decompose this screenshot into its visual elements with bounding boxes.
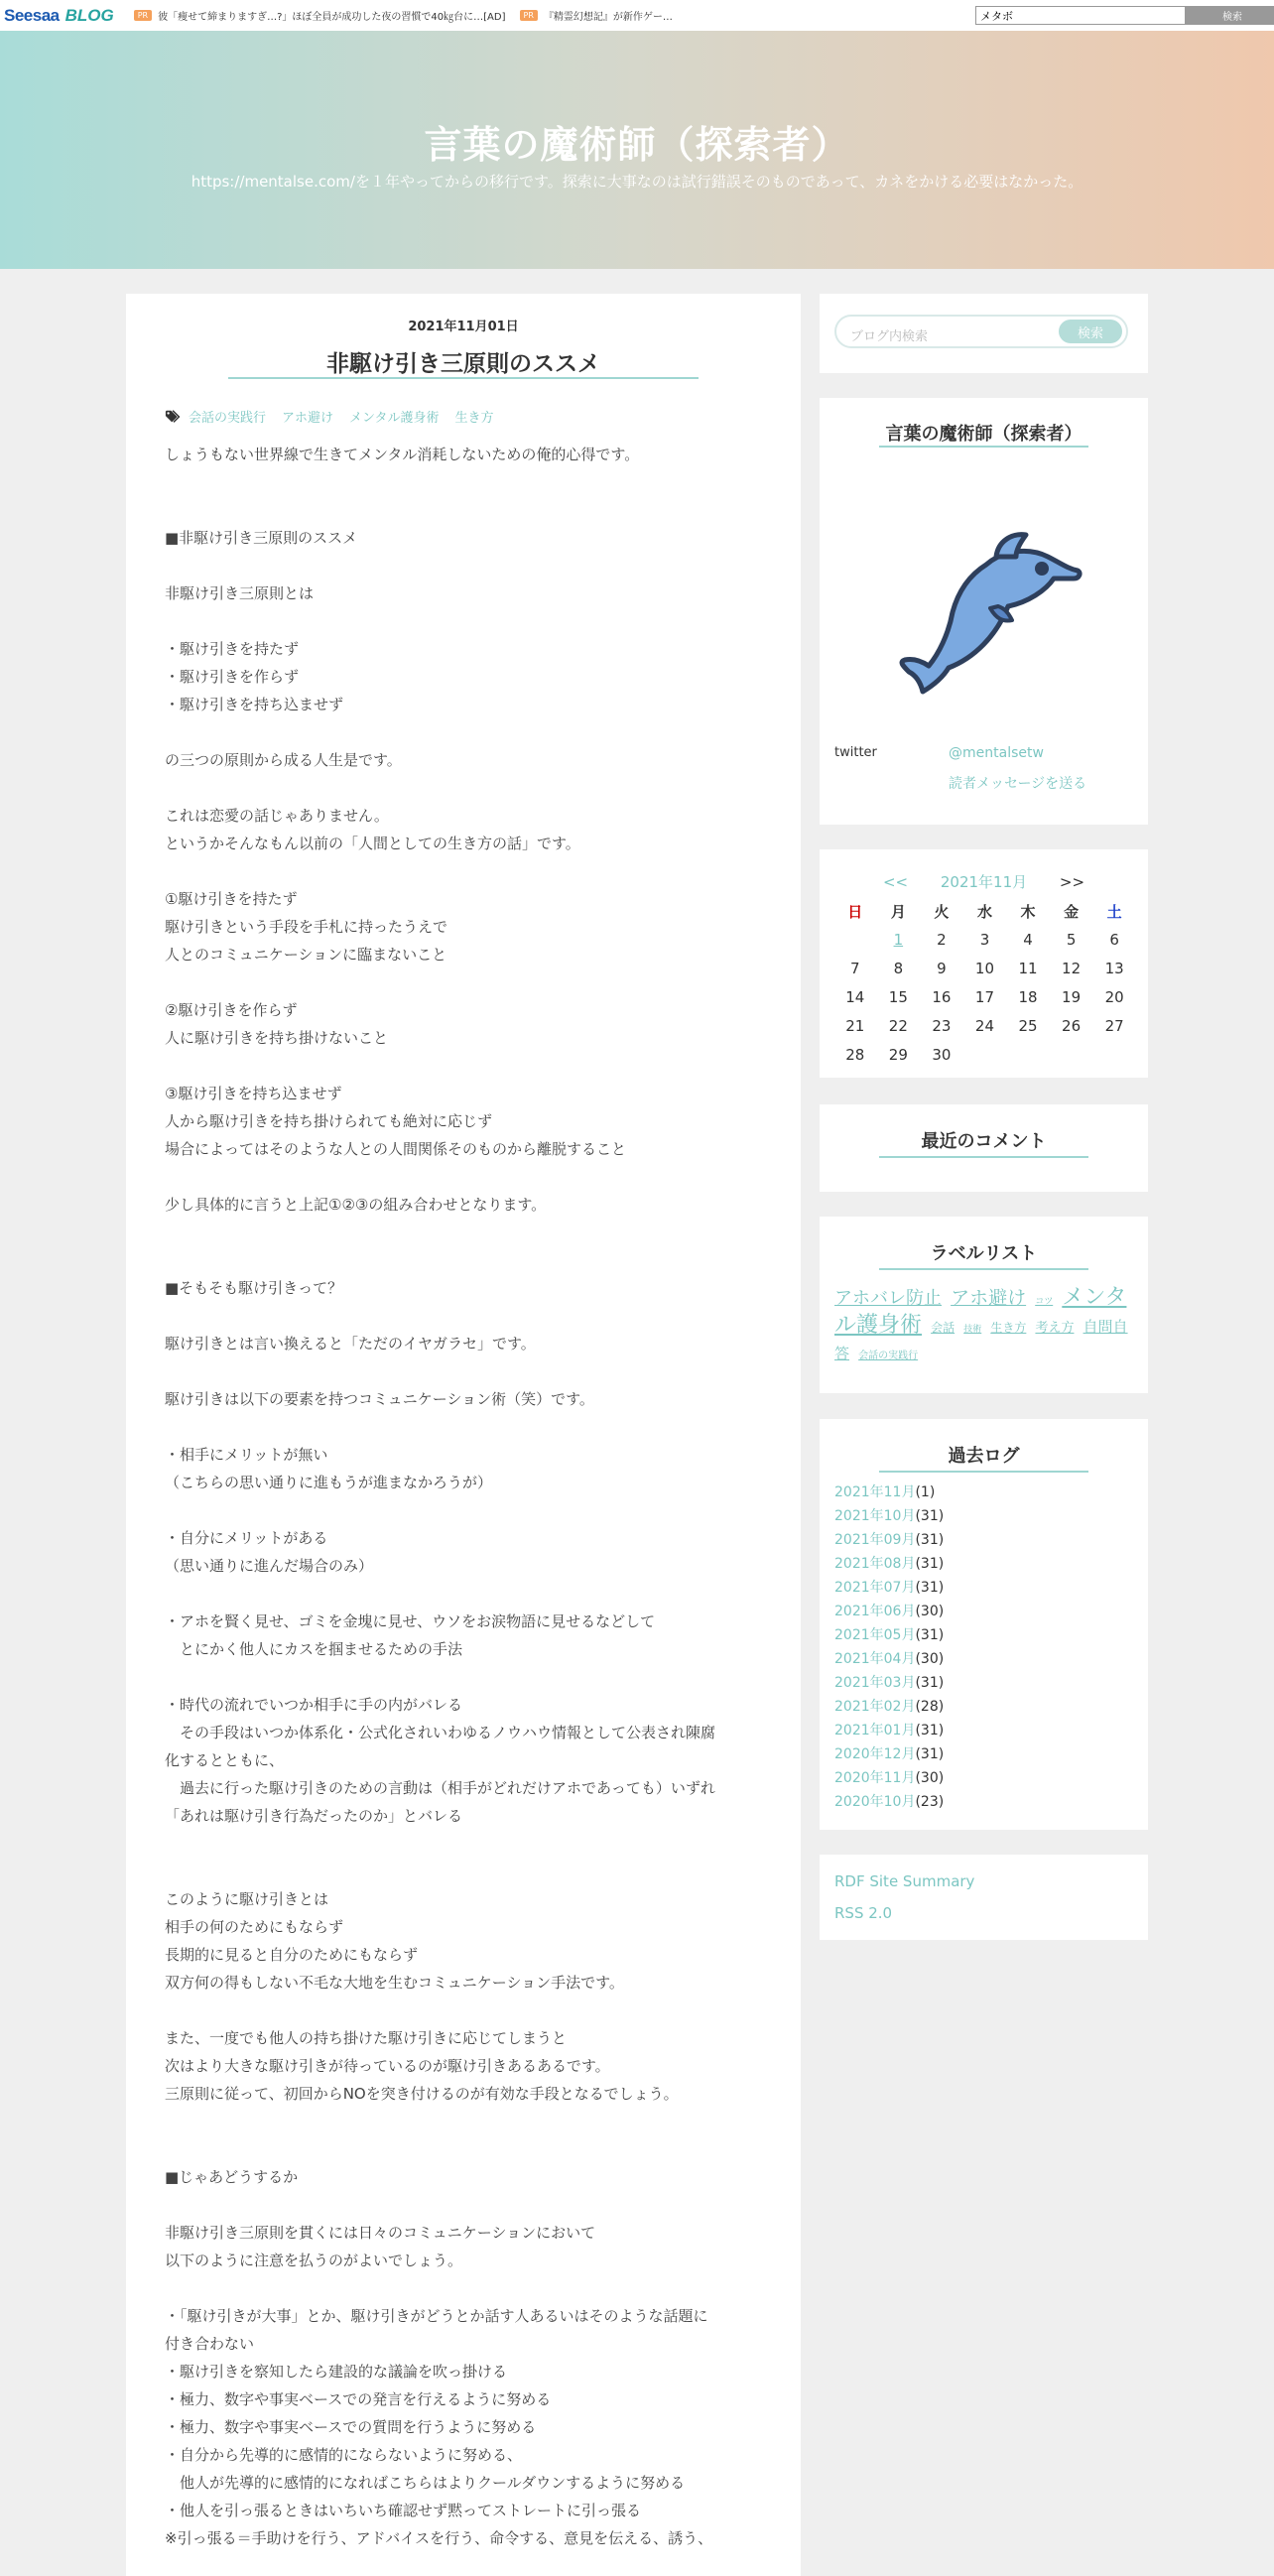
label-link[interactable]: コツ bbox=[1035, 1297, 1054, 1307]
post-line: ・自分にメリットがある bbox=[165, 1529, 328, 1547]
profile-widget bbox=[820, 398, 1148, 825]
post-line bbox=[165, 2108, 770, 2135]
post-line: 以下のように注意を払うのがよいでしょう。 bbox=[165, 2252, 463, 2269]
post-line: 付き合わない bbox=[165, 2335, 255, 2353]
archive-month-link[interactable]: 2021年10月 bbox=[834, 1508, 916, 1524]
post-line bbox=[165, 2274, 770, 2302]
post-line: 人から駆け引きを持ち掛けられても絶対に応じず bbox=[165, 1112, 493, 1130]
site-header bbox=[0, 31, 1274, 269]
calendar-day: 9 bbox=[937, 959, 947, 977]
archive-month-link[interactable]: 2021年11月 bbox=[834, 1484, 916, 1500]
post-line: 次はより大きな駆け引きが待っているのが駆け引きあるあるです。 bbox=[165, 2057, 610, 2075]
label-list-title: ラベルリスト bbox=[930, 1243, 1038, 1264]
archive-count: (31) bbox=[915, 1723, 945, 1739]
archive-count: (31) bbox=[915, 1580, 945, 1596]
weekday: 火 bbox=[934, 902, 950, 921]
label-link[interactable]: 自問自答 bbox=[834, 1318, 1128, 1362]
post-line: ・極力、数字や事実ベースでの質問を行うように努める bbox=[165, 2418, 537, 2436]
seesaa-toolbar bbox=[0, 0, 1274, 32]
calendar-day: 23 bbox=[932, 1016, 952, 1035]
calendar-day: 18 bbox=[1018, 987, 1038, 1006]
archive-count: (28) bbox=[915, 1699, 945, 1715]
archive-count: (31) bbox=[915, 1675, 945, 1691]
archive-item bbox=[834, 1528, 944, 1552]
weekday: 木 bbox=[1020, 902, 1036, 921]
seesaa-blog-logo[interactable] bbox=[4, 0, 114, 31]
pr-badge: PR bbox=[134, 10, 152, 21]
archive-count: (31) bbox=[915, 1532, 945, 1548]
article bbox=[126, 294, 801, 2576]
blog-search-widget bbox=[820, 294, 1148, 373]
post-line bbox=[165, 2191, 770, 2219]
post-line bbox=[165, 1663, 770, 1691]
top-search-input[interactable] bbox=[975, 6, 1186, 25]
recent-comments-title: 最近のコメント bbox=[921, 1131, 1047, 1152]
post-date: 2021年11月01日 bbox=[408, 320, 519, 334]
archive-count: (31) bbox=[915, 1627, 945, 1643]
post-line bbox=[165, 1580, 770, 1608]
calendar-day: 10 bbox=[974, 959, 995, 977]
calendar-day: 24 bbox=[974, 1016, 995, 1035]
weekday: 金 bbox=[1064, 902, 1080, 921]
archive-item bbox=[834, 1481, 944, 1504]
post-line: ・駆け引きを察知したら建設的な議論を吹っ掛ける bbox=[165, 2363, 508, 2381]
post-line bbox=[165, 968, 770, 996]
post-line: また、一度でも他人の持ち掛けた駆け引きに応じてしまうと bbox=[165, 2029, 568, 2047]
weekday: 月 bbox=[890, 902, 906, 921]
recent-comments-widget bbox=[820, 1104, 1148, 1192]
archive-count: (23) bbox=[915, 1794, 945, 1810]
post-line bbox=[165, 857, 770, 885]
label-link[interactable]: 技術 bbox=[963, 1325, 982, 1335]
post-line: 駆け引きという手段を手札に持ったうえで bbox=[165, 918, 448, 936]
post-line: ・相手にメリットが無い bbox=[165, 1446, 328, 1464]
post-line bbox=[165, 1996, 770, 2024]
top-search bbox=[975, 6, 1274, 25]
archive-month-link[interactable]: 2021年09月 bbox=[834, 1532, 916, 1548]
archive-month-link[interactable]: 2020年10月 bbox=[834, 1794, 916, 1810]
archive-item bbox=[834, 1647, 944, 1671]
post-line: ■そもそも駆け引きって？ bbox=[165, 1279, 343, 1297]
post-line: 「あれは駆け引き行為だったのか」とバレる bbox=[165, 1807, 463, 1825]
calendar-day bbox=[833, 925, 877, 954]
post-line: ・極力、数字や事実ベースでの発言を行えるように努める bbox=[165, 2390, 552, 2408]
archive-month-link[interactable]: 2020年12月 bbox=[834, 1746, 916, 1762]
ad-text: 『精霊幻想記』が新作ゲー… bbox=[543, 12, 673, 23]
archive-item bbox=[834, 1719, 944, 1742]
title-underline bbox=[879, 446, 1088, 448]
calendar-day bbox=[1092, 1040, 1136, 1069]
feed-widget bbox=[820, 1855, 1148, 1940]
archive-month-link[interactable]: 2021年04月 bbox=[834, 1651, 916, 1667]
archive-month-link[interactable]: 2021年05月 bbox=[834, 1627, 916, 1643]
calendar-day: 19 bbox=[1062, 987, 1082, 1006]
search-placeholder: ブログ内検索 bbox=[850, 329, 929, 344]
post-line bbox=[165, 718, 770, 746]
calendar-day: 25 bbox=[1018, 1016, 1038, 1035]
post-line bbox=[165, 607, 770, 635]
tag-link[interactable]: アホ避け bbox=[282, 411, 334, 426]
post-line bbox=[165, 2135, 770, 2163]
archive-count: (31) bbox=[915, 1508, 945, 1524]
post-line: これは恋愛の話じゃありません。 bbox=[165, 807, 389, 825]
post-line: （こちらの思い通りに進もうが進まなかろうが） bbox=[165, 1474, 493, 1491]
post-line bbox=[165, 552, 770, 580]
archive-item bbox=[834, 1742, 944, 1766]
post-line: ・「駆け引きが大事」とか、駆け引きがどうとか話す人あるいはそのような話題に bbox=[165, 2307, 708, 2325]
post-line: 化するとともに、 bbox=[165, 1751, 285, 1769]
archive-count: (30) bbox=[915, 1651, 945, 1667]
post-line: （思い通りに進んだ場合のみ） bbox=[165, 1557, 374, 1575]
post-line: の三つの原則から成る人生是です。 bbox=[165, 751, 402, 769]
label-link[interactable]: メンタル護身術 bbox=[834, 1285, 1127, 1338]
calendar-nav bbox=[820, 871, 1148, 892]
post-line bbox=[165, 496, 770, 524]
post-line: ・駆け引きを持たず bbox=[165, 640, 300, 658]
weekday: 土 bbox=[1106, 902, 1122, 921]
post-line bbox=[165, 1830, 770, 1858]
post-line: というかそんなもん以前の「人間としての生き方の話」です。 bbox=[165, 835, 580, 852]
blog-search-input[interactable] bbox=[834, 315, 1128, 348]
archive-count: (31) bbox=[915, 1556, 945, 1572]
calendar-day: 16 bbox=[932, 987, 952, 1006]
calendar-widget bbox=[820, 849, 1148, 1078]
calendar-day: 21 bbox=[845, 1016, 865, 1035]
post-line: 場合によってはそのような人との人間関係そのものから離脱すること bbox=[165, 1140, 627, 1158]
archive-month-link[interactable]: 2021年02月 bbox=[834, 1699, 916, 1715]
calendar-day: 20 bbox=[1104, 987, 1124, 1006]
post-line: 過去に行った駆け引きのための言動は（相手がどれだけアホであっても）いずれ bbox=[165, 1779, 715, 1797]
post-line: とにかく他人にカスを掴ませるための手法 bbox=[165, 1640, 463, 1658]
post-line: 双方何の得もしない不毛な大地を生むコミュニケーション手法です。 bbox=[165, 1974, 624, 1992]
title-underline bbox=[879, 1471, 1088, 1473]
archive-month-link[interactable]: 2021年08月 bbox=[834, 1556, 916, 1572]
post-line: しょうもない世界線で生きてメンタル消耗しないための俺的心得です。 bbox=[165, 446, 640, 463]
calendar-next[interactable]: >> bbox=[1059, 873, 1085, 891]
post-title[interactable]: 非駆け引き三原則のススメ bbox=[326, 351, 600, 377]
post-line: ②駆け引きを作らず bbox=[165, 1001, 298, 1019]
archive-widget bbox=[820, 1419, 1148, 1830]
label-link[interactable]: 会話 bbox=[931, 1321, 956, 1335]
post-line bbox=[165, 1496, 770, 1524]
weekday: 日 bbox=[847, 902, 863, 921]
post-line: ③駆け引きを持ち込ませず bbox=[165, 1085, 342, 1102]
calendar-month[interactable]: 2021年11月 bbox=[940, 873, 1028, 891]
archive-month-link[interactable]: 2021年07月 bbox=[834, 1580, 916, 1596]
archive-item bbox=[834, 1790, 944, 1814]
logo-sub: BLOG bbox=[64, 5, 114, 25]
archive-month-link[interactable]: 2020年11月 bbox=[834, 1770, 916, 1786]
calendar-day: 13 bbox=[1104, 959, 1124, 977]
archive-item bbox=[834, 1600, 944, 1623]
post-line: このように駆け引きとは bbox=[165, 1890, 329, 1908]
post-tags bbox=[165, 407, 510, 426]
calendar-day: 12 bbox=[1062, 959, 1082, 977]
top-search-button[interactable]: 検索 bbox=[1186, 6, 1274, 25]
post-line bbox=[165, 774, 770, 802]
post-line bbox=[165, 468, 770, 496]
archive-count: (1) bbox=[915, 1484, 936, 1500]
post-line: ・自分から先導的に感情的にならないように努める、 bbox=[165, 2446, 523, 2464]
calendar-day: 28 bbox=[845, 1045, 865, 1064]
calendar-day: 22 bbox=[888, 1016, 908, 1035]
calendar-day: 15 bbox=[888, 987, 908, 1006]
calendar-day[interactable]: 1 bbox=[893, 930, 904, 949]
weekday: 水 bbox=[976, 902, 992, 921]
tag-link[interactable]: メンタル護身術 bbox=[349, 411, 440, 426]
post-line bbox=[165, 1219, 770, 1246]
post-line: ・アホを賢く見せ、ゴミを金塊に見せ、ウソをお涙物語に見せるなどして bbox=[165, 1612, 656, 1630]
post-line bbox=[165, 1302, 770, 1330]
calendar-day bbox=[1006, 1040, 1050, 1069]
calendar-day: 11 bbox=[1018, 959, 1038, 977]
calendar-day: 4 bbox=[1023, 930, 1033, 949]
ad-link-1[interactable] bbox=[134, 8, 506, 23]
calendar-day: 17 bbox=[974, 987, 995, 1006]
logo-main: Seesaa bbox=[4, 5, 60, 25]
post-line bbox=[165, 1163, 770, 1191]
post-line: ①駆け引きを持たず bbox=[165, 890, 298, 908]
title-underline bbox=[228, 377, 699, 379]
ad-text: 彼「痩せて締まりますぎ…?」ほぼ全員が成功した夜の習慣で40㎏台に…[AD] bbox=[158, 12, 506, 23]
label-link[interactable]: アホバレ防止 bbox=[834, 1288, 942, 1309]
archive-count: (31) bbox=[915, 1746, 945, 1762]
post-line bbox=[165, 1357, 770, 1385]
site-description: https://mentalse.com/を１年やってからの移行です。探索に大事なのは試行錯誤そのものであって、カネをかける必要はなかった。 bbox=[191, 173, 1083, 191]
post-line: ※引っ張る＝手助けを行う、アドバイスを行う、命令する、意見を伝える、誘う、 bbox=[165, 2529, 713, 2547]
tag-link[interactable]: 会話の実践行 bbox=[189, 411, 267, 426]
post-line: ・時代の流れでいつか相手に手の内がバレる bbox=[165, 1696, 463, 1714]
archive-count: (30) bbox=[915, 1604, 945, 1619]
archive-month-link[interactable]: 2021年01月 bbox=[834, 1723, 916, 1739]
archive-month-link[interactable]: 2021年06月 bbox=[834, 1604, 916, 1619]
label-cloud bbox=[834, 1286, 1138, 1368]
post-line: その手段はいつか体系化・公式化されいわゆるノウハウ情報として公表され陳腐 bbox=[165, 1724, 716, 1741]
reader-message-link[interactable]: 読者メッセージを送る bbox=[949, 776, 1087, 792]
post-line bbox=[165, 1246, 770, 1274]
calendar-day: 27 bbox=[1104, 1016, 1124, 1035]
post-line: ・駆け引きを作らず bbox=[165, 668, 300, 686]
post-line: ■じゃあどうするか bbox=[165, 2168, 299, 2186]
label-link[interactable]: 生き方 bbox=[990, 1321, 1027, 1335]
archive-item bbox=[834, 1766, 944, 1790]
calendar-day: 6 bbox=[1109, 930, 1119, 949]
site-title[interactable]: 言葉の魔術師（探索者） bbox=[424, 123, 850, 167]
twitter-link[interactable]: @mentalsetw bbox=[949, 745, 1044, 761]
title-underline bbox=[879, 1156, 1088, 1158]
calendar-day: 30 bbox=[932, 1045, 952, 1064]
calendar-day: 26 bbox=[1062, 1016, 1082, 1035]
archive-title: 過去ログ bbox=[948, 1446, 1020, 1467]
archive-item bbox=[834, 1671, 944, 1695]
archive-list bbox=[834, 1481, 944, 1814]
archive-item bbox=[834, 1504, 944, 1528]
dolphin-icon bbox=[879, 507, 1087, 696]
pr-badge: PR bbox=[520, 10, 538, 21]
blog-search-button[interactable]: 検索 bbox=[1059, 320, 1122, 343]
calendar-day: 29 bbox=[888, 1045, 908, 1064]
profile-title: 言葉の魔術師（探索者） bbox=[885, 424, 1083, 445]
post-line: 駆け引きとは言い換えると「ただのイヤガラセ」です。 bbox=[165, 1335, 536, 1352]
post-line: 他人が先導的に感情的になればこちらはよりクールダウンするように努める bbox=[165, 2474, 686, 2492]
post-line: 駆け引きは以下の要素を持つコミュニケーション術（笑）です。 bbox=[165, 1390, 594, 1408]
label-link[interactable]: 会話の実践行 bbox=[858, 1351, 919, 1361]
calendar-day: 7 bbox=[850, 959, 860, 977]
tag-icon bbox=[165, 409, 183, 425]
post-line bbox=[165, 1052, 770, 1080]
archive-item bbox=[834, 1695, 944, 1719]
archive-item bbox=[834, 1552, 944, 1576]
calendar-day: 2 bbox=[937, 930, 947, 949]
calendar-day bbox=[963, 1040, 1007, 1069]
archive-item bbox=[834, 1623, 944, 1647]
archive-item bbox=[834, 1576, 944, 1600]
label-list-widget bbox=[820, 1217, 1148, 1393]
post-line: 非駆け引き三原則とは bbox=[165, 584, 315, 602]
calendar-day bbox=[1050, 1040, 1093, 1069]
calendar-table bbox=[833, 897, 1136, 1069]
twitter-label: twitter bbox=[834, 745, 877, 760]
post-line: 少し具体的に言うと上記①②③の組み合わせとなります。 bbox=[165, 1196, 547, 1214]
archive-month-link[interactable]: 2021年03月 bbox=[834, 1675, 916, 1691]
post-line: ・駆け引きを持ち込ませず bbox=[165, 696, 344, 713]
calendar-prev[interactable]: << bbox=[882, 873, 909, 891]
archive-count: (30) bbox=[915, 1770, 945, 1786]
tag-link[interactable]: 生き方 bbox=[454, 411, 494, 426]
post-line: 長期的に見ると自分のためにもならず bbox=[165, 1946, 419, 1964]
post-line: ■非駆け引き三原則のススメ bbox=[165, 529, 358, 547]
rdf-feed-link[interactable]: RDF Site Summary bbox=[834, 1872, 975, 1890]
label-link[interactable]: 考え方 bbox=[1035, 1321, 1075, 1336]
ad-link-2[interactable] bbox=[520, 8, 673, 23]
calendar-day: 5 bbox=[1066, 930, 1077, 949]
post-line: ・他人を引っ張るときはいちいち確認せず黙ってストレートに引っ張る bbox=[165, 2502, 642, 2519]
post-line: 三原則に従って、初回からNOを突き付けるのが有効な手段となるでしょう。 bbox=[165, 2085, 679, 2103]
post-line: 人に駆け引きを持ち掛けないこと bbox=[165, 1029, 389, 1047]
post-line: 人とのコミュニケーションに臨まないこと bbox=[165, 946, 447, 964]
calendar-day: 14 bbox=[845, 987, 865, 1006]
post-body bbox=[165, 441, 770, 2552]
title-underline bbox=[879, 1268, 1088, 1270]
calendar-day: 8 bbox=[893, 959, 904, 977]
post-line bbox=[165, 1858, 770, 1885]
post-line: 相手の何のためにもならず bbox=[165, 1918, 344, 1936]
label-link[interactable]: アホ避け bbox=[951, 1287, 1027, 1309]
rss-feed-link[interactable]: RSS 2.0 bbox=[834, 1904, 893, 1922]
post-line bbox=[165, 1413, 770, 1441]
calendar-day: 3 bbox=[979, 930, 990, 949]
post-line: 非駆け引き三原則を貫くには日々のコミュニケーションにおいて bbox=[165, 2224, 596, 2242]
